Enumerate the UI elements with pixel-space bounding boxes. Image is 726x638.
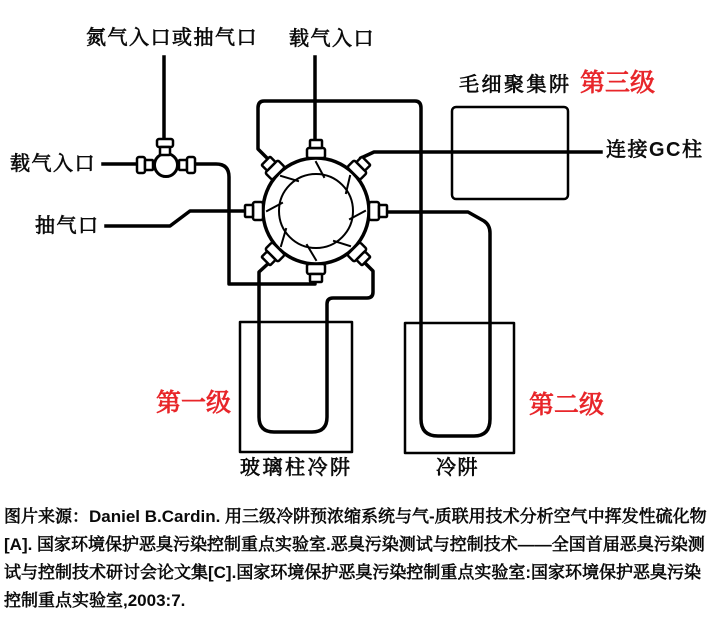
label-stage2: 第二级 <box>529 391 605 419</box>
label-gc-column: 连接GC柱 <box>606 139 704 161</box>
label-cold-trap: 冷阱 <box>436 457 479 479</box>
label-carrier-inlet-top: 载气入口 <box>289 28 375 50</box>
caption-line: [A]. 国家环境保护恶臭污染控制重点实验室.恶臭污染测试与控制技术——全国首届恶臭污染测 <box>4 535 705 554</box>
label-stage3: 第三级 <box>580 69 656 97</box>
label-stage1: 第一级 <box>156 389 232 417</box>
image-source-caption <box>4 503 723 615</box>
caption-line: 图片来源：Daniel B.Cardin. 用三级冷阱预浓缩系统与气-质联用技术分析空气中挥发性硫化物 <box>4 507 707 526</box>
label-capillary-trap: 毛细聚集阱 <box>459 74 572 96</box>
three-way-valve <box>137 139 195 177</box>
label-pump-port: 抽气口 <box>35 215 100 237</box>
caption-line: 控制重点实验室,2003:7. <box>4 591 186 610</box>
three-way-valve-body <box>155 154 178 177</box>
label-nitrogen-inlet: 氮气入口或抽气口 <box>86 27 258 49</box>
eight-port-valve <box>245 140 387 282</box>
label-carrier-inlet-left: 载气入口 <box>10 153 96 175</box>
caption-line: 试与控制技术研讨会论文集[C].国家环境保护恶臭污染控制重点实验室:国家环境保护恶臭污染 <box>4 563 701 582</box>
label-glass-column-trap: 玻璃柱冷阱 <box>240 457 353 479</box>
